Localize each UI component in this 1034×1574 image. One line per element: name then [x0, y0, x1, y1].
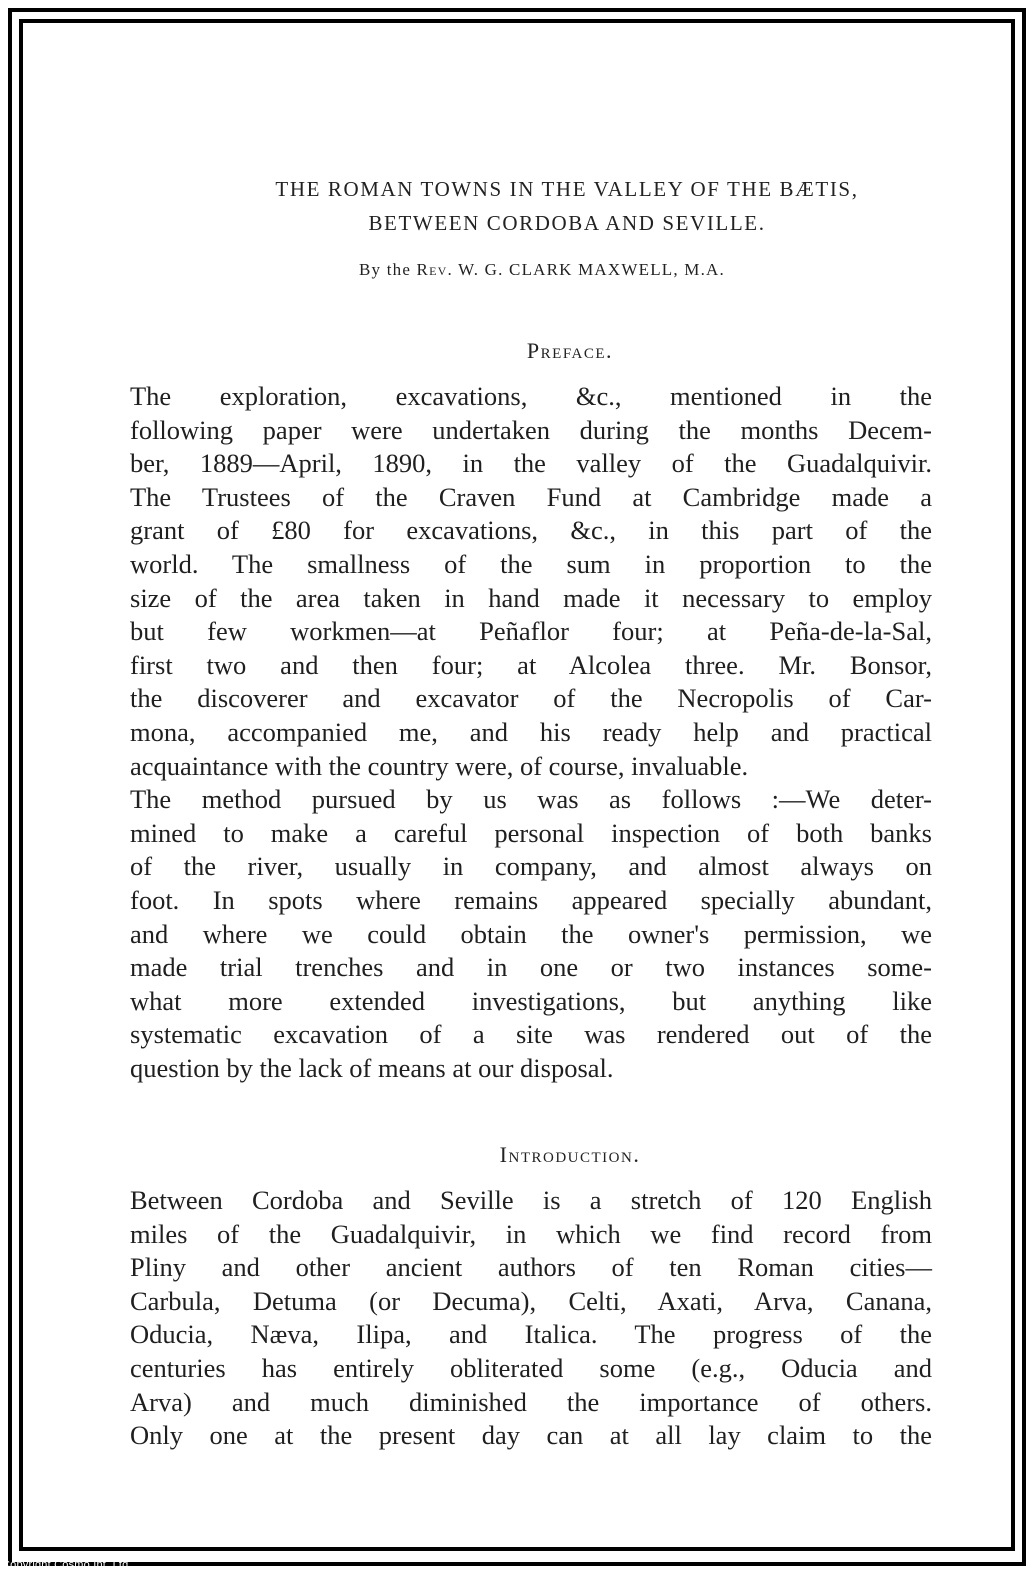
preface-line: following paper were undertaken during the months Decem-	[130, 414, 932, 445]
author-byline	[150, 260, 934, 280]
preface-line: size of the area taken in hand made it necessary to employ	[130, 582, 932, 613]
introduction-line: Arva) and much diminished the importance of others.	[130, 1386, 932, 1417]
preface-line: and where we could obtain the owner's permission, we	[130, 918, 932, 949]
preface-line: systematic excavation of a site was rendered out of the	[130, 1019, 932, 1050]
introduction-line: centuries has entirely obliterated some (e.g., Oducia and	[130, 1352, 932, 1383]
introduction-body	[130, 1184, 932, 1453]
title-line-2: BETWEEN CORDOBA AND SEVILLE.	[368, 211, 766, 235]
preface-line: what more extended investigations, but anything like	[130, 985, 932, 1016]
preface-line: The method pursued by us was as follows :—We deter-	[130, 784, 932, 815]
introduction-line: Oducia, Næva, Ilipa, and Italica. The progress of the	[130, 1319, 932, 1350]
copyright-notice: Copyright Cosmo Int. Ltd	[2, 1559, 129, 1571]
article-title	[100, 172, 1034, 240]
preface-line: the discoverer and excavator of the Necropolis of Car-	[130, 683, 932, 714]
title-line-1: THE ROMAN TOWNS IN THE VALLEY OF THE BÆTIS,	[275, 177, 859, 201]
preface-line: but few workmen—at Peñaflor four; at Peña-de-la-Sal,	[130, 616, 932, 647]
preface-line: The exploration, excavations, &c., mentioned in the	[130, 381, 932, 411]
introduction-line: Carbula, Detuma (or Decuma), Celti, Axati, Arva, Canana,	[130, 1285, 932, 1316]
preface-line: world. The smallness of the sum in proportion to the	[130, 548, 932, 579]
preface-line: made trial trenches and in one or two instances some-	[130, 952, 932, 983]
introduction-line: Only one at the present day can at all lay claim to the	[130, 1420, 932, 1451]
introduction-line: miles of the Guadalquivir, in which we find record from	[130, 1218, 932, 1249]
preface-line: question by the lack of means at our disposal.	[130, 1052, 614, 1083]
introduction-line: Pliny and other ancient authors of ten Roman cities—	[130, 1252, 932, 1283]
preface-line: foot. In spots where remains appeared specially abundant,	[130, 884, 932, 915]
preface-line: mona, accompanied me, and his ready help and practical	[130, 716, 932, 747]
preface-line: acquaintance with the country were, of course, invaluable.	[130, 750, 749, 781]
preface-line: of the river, usually in company, and almost always on	[130, 851, 932, 882]
preface-heading: Preface.	[526, 338, 614, 363]
preface-line: mined to make a careful personal inspection of both banks	[130, 817, 932, 848]
introduction-heading: Introduction.	[499, 1142, 641, 1167]
introduction-line: Between Cordoba and Seville is a stretch of 120 English	[130, 1185, 932, 1215]
preface-body	[130, 380, 932, 1085]
byline-author: W. G. CLARK MAXWELL, M.A.	[458, 260, 725, 279]
preface-line: first two and then four; at Alcolea three. Mr. Bonsor,	[130, 649, 932, 680]
byline-prefix: By the	[359, 260, 412, 279]
byline-rev: Rev.	[416, 260, 453, 279]
preface-line: The Trustees of the Craven Fund at Cambridge made a	[130, 481, 932, 512]
preface-line: ber, 1889—April, 1890, in the valley of the Guadalquivir.	[130, 448, 932, 479]
preface-line: grant of £80 for excavations, &c., in this part of the	[130, 515, 932, 546]
